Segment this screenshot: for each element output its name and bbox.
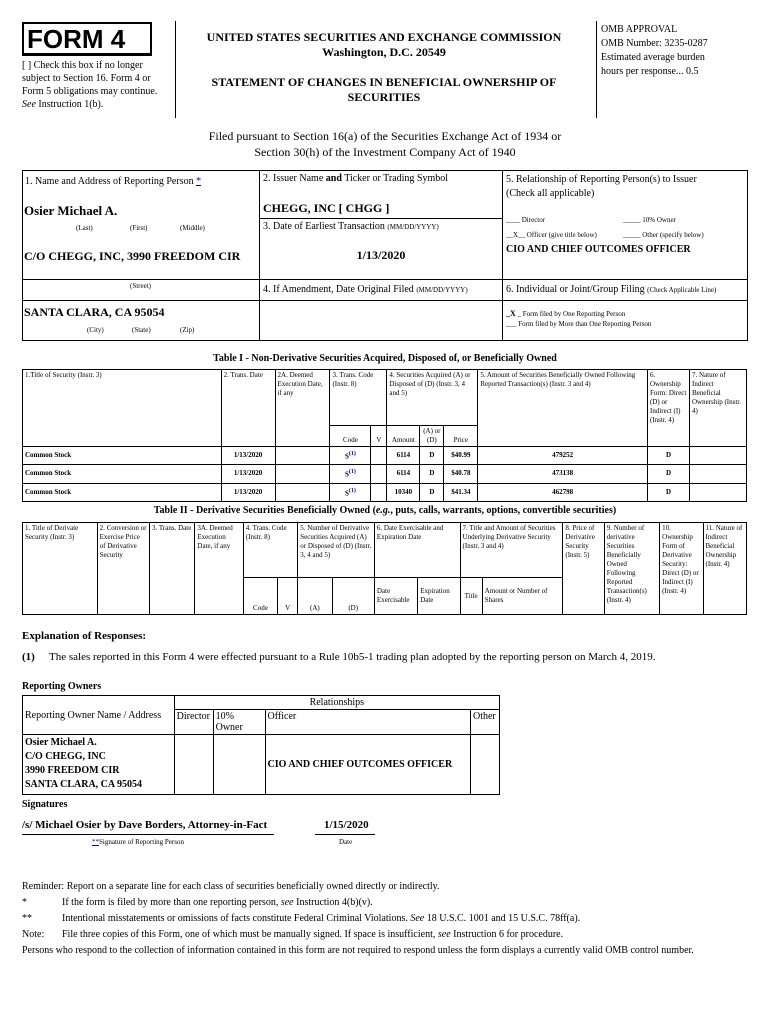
check-box-notice[interactable]: [ ] Check this box if no longer subject to Section 16. Form 4 or Form 5 obligations may continue. See Instruction 1(b). [22,60,158,110]
t1-sub-v: V [371,426,387,447]
city-state-zip: SANTA CLARA, CA 95054 [24,305,165,319]
name-last-label: (Last) [76,224,93,232]
name-first-label: (First) [130,224,148,232]
t2-col-owned: 9. Number of derivative Securities Beneficially Owned Following Reported Transaction(s) (Instr. 4) [604,523,659,615]
box-divider-2 [502,170,503,300]
table1 [22,369,747,502]
filed-pursuant: Filed pursuant to Section 16(a) of the Securities Exchange Act of 1934 or Section 30(h) of the Investment Company Act of 1940 [208,129,562,159]
t2-col-price: 8. Price of Derivative Security (Instr. 5) [563,523,604,615]
box6-label: 6. Individual or Joint/Group Filing (Check Applicable Line) [506,284,717,295]
signature-label: **Signature of Reporting Person [92,838,184,846]
form-title: FORM 4 [27,24,126,54]
signature-date: 1/15/2020 [324,819,369,831]
t2-col-form: 10. Ownership Form of Derivative Security: Direct (D) or Indirect (I) (Instr. 4) [660,523,703,615]
t1-col-form: 6. Ownership Form: Direct (D) or Indirect (I) (Instr. 4) [648,370,690,447]
t1-sub-aord: (A) or (D) [420,426,444,447]
table-row: Common Stock 1/13/2020 $S^{(1)}$ 6114 D $40.99 479252 D [23,447,747,465]
t2-sub-a: (A) [298,578,332,615]
omb-block: OMB APPROVAL OMB Number: 3235-0287 Estimated average burden hours per response... 0.5 [601,24,708,77]
street-label: (Street) [130,282,151,290]
agency-name: UNITED STATES SECURITIES AND EXCHANGE COMMISSION [206,30,562,44]
box-right [747,170,748,340]
date-line [315,834,375,835]
table2 [22,522,747,615]
header-divider-left [175,21,176,118]
other-checkbox[interactable]: _____ Other (specify below) [623,231,704,239]
owners-col-other: Other [470,710,499,735]
t2-col-conversion: 2. Conversion or Exercise Price of Derivative Security [97,523,149,615]
t1-col-code: 3. Trans. Code (Instr. 8) [330,370,387,426]
owners-col-officer: Officer [265,710,470,735]
t2-sub-amt: Amount or Number of Shares [482,578,563,615]
box5-label: 5. Relationship of Reporting Person(s) to Issuer (Check all applicable) [506,174,697,199]
t2-sub-date-ex: Date Exercisable [374,578,417,615]
footnote-text: The sales reported in this Form 4 were effected pursuant to a Rule 10b5-1 trading plan adopted by the reporting person on March 4, 2019. [49,651,656,663]
officer-title: CIO AND CHIEF OUTCOMES OFFICER [506,244,691,255]
t2-col-deemed: 3A. Deemed Execution Date, if any [195,523,243,615]
box-bottom [22,300,748,301]
boxes-top-rule [22,170,748,171]
signature-line [22,834,274,835]
t1-sub-amount: Amount [387,426,420,447]
box-bottom-2 [22,340,748,341]
box3-label: 3. Date of Earliest Transaction (MM/DD/YYYY) [263,221,439,232]
t1-sub-price: Price [444,426,478,447]
table-row: Common Stock 1/13/2020 $S^{(1)}$ 6114 D $40.78 473138 D [23,465,747,483]
filed-by-more-checkbox[interactable]: ___ Form filed by More than One Reporting Person [506,320,652,328]
t2-col-number: 5. Number of Derivative Securities Acquired (A) or Disposed of (D) (Instr. 3, 4 and 5) [298,523,375,578]
statement-title: STATEMENT OF CHANGES IN BENEFICIAL OWNERSHIP OF SECURITIES [211,75,557,104]
footer-note-2: ** Intentional misstatements or omissions of facts constitute Federal Criminal Violations. See 18 U.S.C. 1001 and 15 U.S.C. 78ff(a). [22,913,581,924]
owners-table [22,695,500,795]
t2-sub-title: Title [460,578,482,615]
t2-col-nature: 11. Nature of Indirect Beneficial Ownership (Instr. 4) [703,523,747,615]
owners-col-name: Reporting Owner Name / Address [23,696,175,735]
footer-note-3: Note: File three copies of this Form, one of which must be manually signed. If space is insufficient, see Instruction 6 for procedure. [22,929,564,940]
t2-sub-v: V [278,578,298,615]
director-checkbox[interactable]: ____ Director [506,216,546,224]
box4-label: 4. If Amendment, Date Original Filed (MM/DD/YYYY) [263,284,468,295]
agency-city: Washington, D.C. 20549 [322,45,446,59]
box2-label: 2. Issuer Name and Ticker or Trading Symbol [263,173,449,184]
t2-col-code: 4. Trans. Code (Instr. 8) [243,523,297,578]
issuer-name: CHEGG, INC [ CHGG ] [263,201,390,215]
earliest-transaction-date: 1/13/2020 [356,248,406,262]
officer-checkbox[interactable]: __X__ Officer (give title below) [506,231,597,239]
date-label: Date [339,838,353,846]
t2-col-underlying: 7. Title and Amount of Securities Underlying Derivative Security (Instr. 3 and 4) [460,523,563,578]
zip-label: (Zip) [180,326,195,334]
owner-address: Osier Michael A. C/O CHEGG, INC 3990 FREEDOM CIR SANTA CLARA, CA 95054 [23,735,175,795]
header-divider-right [596,21,597,118]
t1-col-owned: 5. Amount of Securities Beneficially Owned Following Reported Transaction(s) (Instr. 3 and 4) [478,370,648,447]
t2-col-date: 3. Trans. Date [150,523,195,615]
t1-sub-code: Code [330,426,371,447]
ten-percent-owner-checkbox[interactable]: _____ 10% Owner [623,216,676,224]
filed-by-one-checkbox[interactable]: _X _ Form filed by One Reporting Person [506,309,626,318]
box-left [22,170,23,340]
footnote-number: (1) [22,651,35,663]
box2-bottom [259,218,503,219]
owners-col-director: Director [174,710,213,735]
state-label: (State) [132,326,151,334]
reporting-person-name: Osier Michael A. [24,203,118,218]
t2-sub-code: Code [243,578,277,615]
t1-col-nature: 7. Nature of Indirect Beneficial Ownership (Instr. 4) [689,370,746,447]
signatures-heading: Signatures [22,799,68,810]
box-divider-1 [259,170,260,300]
form-title-box [22,22,152,56]
table1-title: Table I - Non-Derivative Securities Acquired, Disposed of, or Beneficially Owned [213,353,557,364]
t2-sub-d: (D) [332,578,374,615]
box-divider-4 [502,300,503,340]
persons-text: Persons who respond to the collection of information contained in this form are not required to respond unless the form displays a currently valid OMB control number. [22,945,694,956]
footer-note-1: * If the form is filed by more than one reporting person, see Instruction 4(b)(v). [22,897,373,908]
table-row: Common Stock 1/13/2020 $S^{(1)}$ 10340 D $41.34 462798 D [23,483,747,501]
name-middle-label: (Middle) [180,224,205,232]
t1-col-deemed: 2A. Deemed Execution Date, if any [275,370,330,447]
owners-heading: Reporting Owners [22,681,102,692]
street-address: C/O CHEGG, INC, 3990 FREEDOM CIR [24,249,241,263]
t1-col-acquired: 4. Securities Acquired (A) or Disposed of (D) (Instr. 3, 4 and 5) [387,370,478,426]
t2-col-exercisable: 6. Date Exercisable and Expiration Date [374,523,460,578]
table2-title: Table II - Derivative Securities Beneficially Owned (e.g., puts, calls, warrants, options, convertible securities) [153,505,617,516]
explanation-heading: Explanation of Responses: [22,630,147,642]
t1-col-title: 1.Title of Security (Instr. 3) [23,370,222,447]
box-divider-3 [259,300,260,340]
t2-sub-exp: Expiration Date [418,578,460,615]
owners-col-relationships: Relationships [174,696,499,710]
t1-col-date: 2. Trans. Date [221,370,275,447]
owner-officer-title: CIO AND CHIEF OUTCOMES OFFICER [265,735,470,795]
t2-col-title: 1. Title of Derivate Security (Instr. 3) [23,523,98,615]
footer [22,880,748,958]
box4-top [22,279,748,280]
owners-col-ten: 10% Owner [213,710,265,735]
box1-label: 1. Name and Address of Reporting Person * [25,176,202,187]
reminder-text: Reminder: Report on a separate line for each class of securities beneficially owned directly or indirectly. [22,881,440,892]
city-label: (City) [87,326,104,334]
signature-value: /s/ Michael Osier by Dave Borders, Attorney-in-Fact [22,819,268,831]
